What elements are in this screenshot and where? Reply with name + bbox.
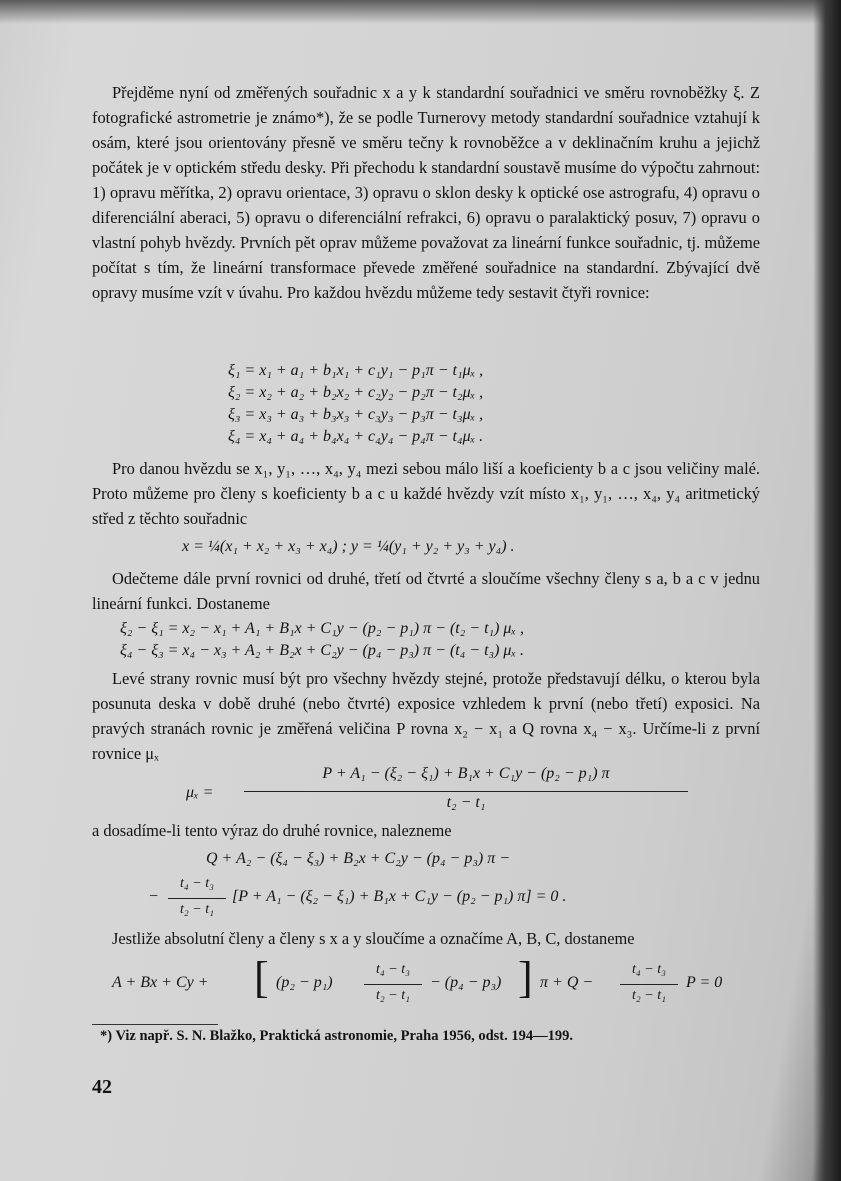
footnote-rule: [92, 1024, 218, 1025]
paragraph-substitute: a dosadíme-li tento výraz do druhé rovnice, nalezneme: [92, 821, 452, 840]
equation-line: ξ₄ − ξ₃ = x₄ − x₃ + A₂ + B₂x + C₂y − (p₄ − p₃) π − (t₄ − t₃) μₓ .: [120, 642, 524, 659]
equation-substituted-minus: −: [148, 888, 159, 905]
text-block-final: [92, 926, 760, 951]
equation-substituted-line1: Q + A₂ − (ξ₄ − ξ₃) + B₂x + C₂y − (p₄ − p₃) π −: [206, 850, 511, 867]
equation-final-inner-a: (p₂ − p₁): [276, 974, 333, 991]
paragraph-final: Jestliže absolutní členy a členy s x a y sloučíme a označíme A, B, C, dostaneme: [112, 929, 635, 948]
paragraph-sides: Levé strany rovnic musí být pro všechny hvězdy stejné, protože představují délku, o kterou byla posunuta deska v době druhé (nebo čtvrté) exposice vzhledem k první (nebo třetí) exposici. Na pravých stranách rovnic je změřená veličina P rovna x₂ − x₁ a Q rovna x₄ − x₃. Určíme-li z první rovnice μₓ: [92, 669, 760, 763]
equation-system-1: [228, 360, 483, 448]
equation-line: ξ₂ = x₂ + a₂ + b₂x₂ + c₂y₂ − p₂π − t₂μₓ ,: [228, 384, 484, 401]
equation-final-close-bracket: ]: [518, 953, 533, 1002]
equation-line: ξ₁ = x₁ + a₁ + b₁x₁ + c₁y₁ − p₁π − t₁μₓ ,: [228, 362, 484, 379]
text-block-mean: [92, 456, 760, 531]
fraction-bar: [364, 984, 422, 985]
equation-final-frac1-den: t₂ − t₁: [376, 988, 410, 1003]
paragraph-subtract: Odečteme dále první rovnici od druhé, třetí od čtvrté a sloučíme všechny členy s a, b a c v jednu lineární funkci. Dostaneme: [92, 569, 760, 613]
text-block-subtract: [92, 566, 760, 616]
text-block-sides: [92, 666, 760, 766]
scan-top-shadow: [0, 0, 841, 24]
paragraph-mean: Pro danou hvězdu se x₁, y₁, …, x₄, y₄ mezi sebou málo liší a koeficienty b a c jsou veličiny malé. Proto můžeme pro členy s koeficienty b a c u každé hvězdy vzít místo x₁, y₁, …, x₄, y₄ aritmetický střed z těchto souřadnic: [92, 459, 760, 528]
equation-final-open-bracket: [: [254, 953, 269, 1002]
equation-mu-lhs: μₓ =: [186, 784, 214, 801]
equation-final-mid: π + Q −: [540, 974, 594, 991]
equation-line: ξ₃ = x₃ + a₃ + b₃x₃ + c₃y₃ − p₃π − t₃μₓ ,: [228, 406, 484, 423]
equation-substituted-frac-num: t₄ − t₃: [180, 876, 214, 891]
equation-final-frac1-num: t₄ − t₃: [376, 962, 410, 977]
equation-final-end: P = 0: [686, 974, 723, 991]
equation-substituted-rest: [P + A₁ − (ξ₂ − ξ₁) + B₁x + C₁y − (p₂ − p₁) π] = 0 .: [232, 888, 567, 905]
equation-final-frac2-den: t₂ − t₁: [632, 988, 666, 1003]
equation-line: ξ₄ = x₄ + a₄ + b₄x₄ + c₄y₄ − p₄π − t₄μₓ .: [228, 428, 484, 445]
equation-system-2: [120, 618, 524, 662]
equation-substituted-frac-den: t₂ − t₁: [180, 902, 214, 917]
text-block-substitute: [92, 818, 760, 843]
equation-line: ξ₂ − ξ₁ = x₂ − x₁ + A₁ + B₁x + C₁y − (p₂ − p₁) π − (t₂ − t₁) μₓ ,: [120, 620, 524, 637]
equation-mean: [182, 536, 515, 558]
equation-line: x = ¼(x₁ + x₂ + x₃ + x₄) ; y = ¼(y₁ + y₂ + y₃ + y₄) .: [182, 538, 515, 555]
footnote: *) Viz např. S. N. Blažko, Praktická astronomie, Praha 1956, odst. 194—199.: [100, 1028, 573, 1044]
paragraph-intro: Přejděme nyní od změřených souřadnic x a y k standardní souřadnici ve směru rovnoběžky ξ. Z fotografické astrometrie je známo*), že se podle Turnerovy metody standardní souřadnice vztahují k osám, které jsou orientovány přesně ve směru tečny k rovnoběžce a v deklinačním kruhu a jejichž počátek je v optickém středu desky. Při přechodu k standardní soustavě musíme do výpočtu zahrnout: 1) opravu měřítka, 2) opravu orientace, 3) opravu o sklon desky k optické ose astrografu, 4) opravu o diferenciální aberaci, 5) opravu o diferenciální refrakci, 6) opravu o paralaktický posuv, 7) opravu o vlastní pohyb hvězdy. Prvních pět oprav můžeme považovat za lineární funkce souřadnic, tj. můžeme počítat s tím, že lineární transformace převede změřené souřadnice na standardní. Zbývající dvě opravy musíme vzít v úvahu. Pro každou hvězdu můžeme tedy sestavit čtyři rovnice:: [92, 83, 760, 302]
equation-mu-denominator: t₂ − t₁: [446, 794, 486, 811]
text-block-intro: [92, 80, 760, 305]
equation-final-frac2-num: t₄ − t₃: [632, 962, 666, 977]
fraction-bar: [244, 791, 688, 792]
page-number: 42: [92, 1076, 112, 1098]
equation-mu-numerator: P + A₁ − (ξ₂ − ξ₁) + B₁x + C₁y − (p₂ − p₁) π: [322, 765, 610, 782]
fraction-bar: [168, 898, 226, 899]
scan-right-shadow: [813, 0, 841, 1181]
equation-final-start: A + Bx + Cy +: [112, 974, 209, 991]
equation-final-inner-b: − (p₄ − p₃): [430, 974, 502, 991]
fraction-bar: [620, 984, 678, 985]
